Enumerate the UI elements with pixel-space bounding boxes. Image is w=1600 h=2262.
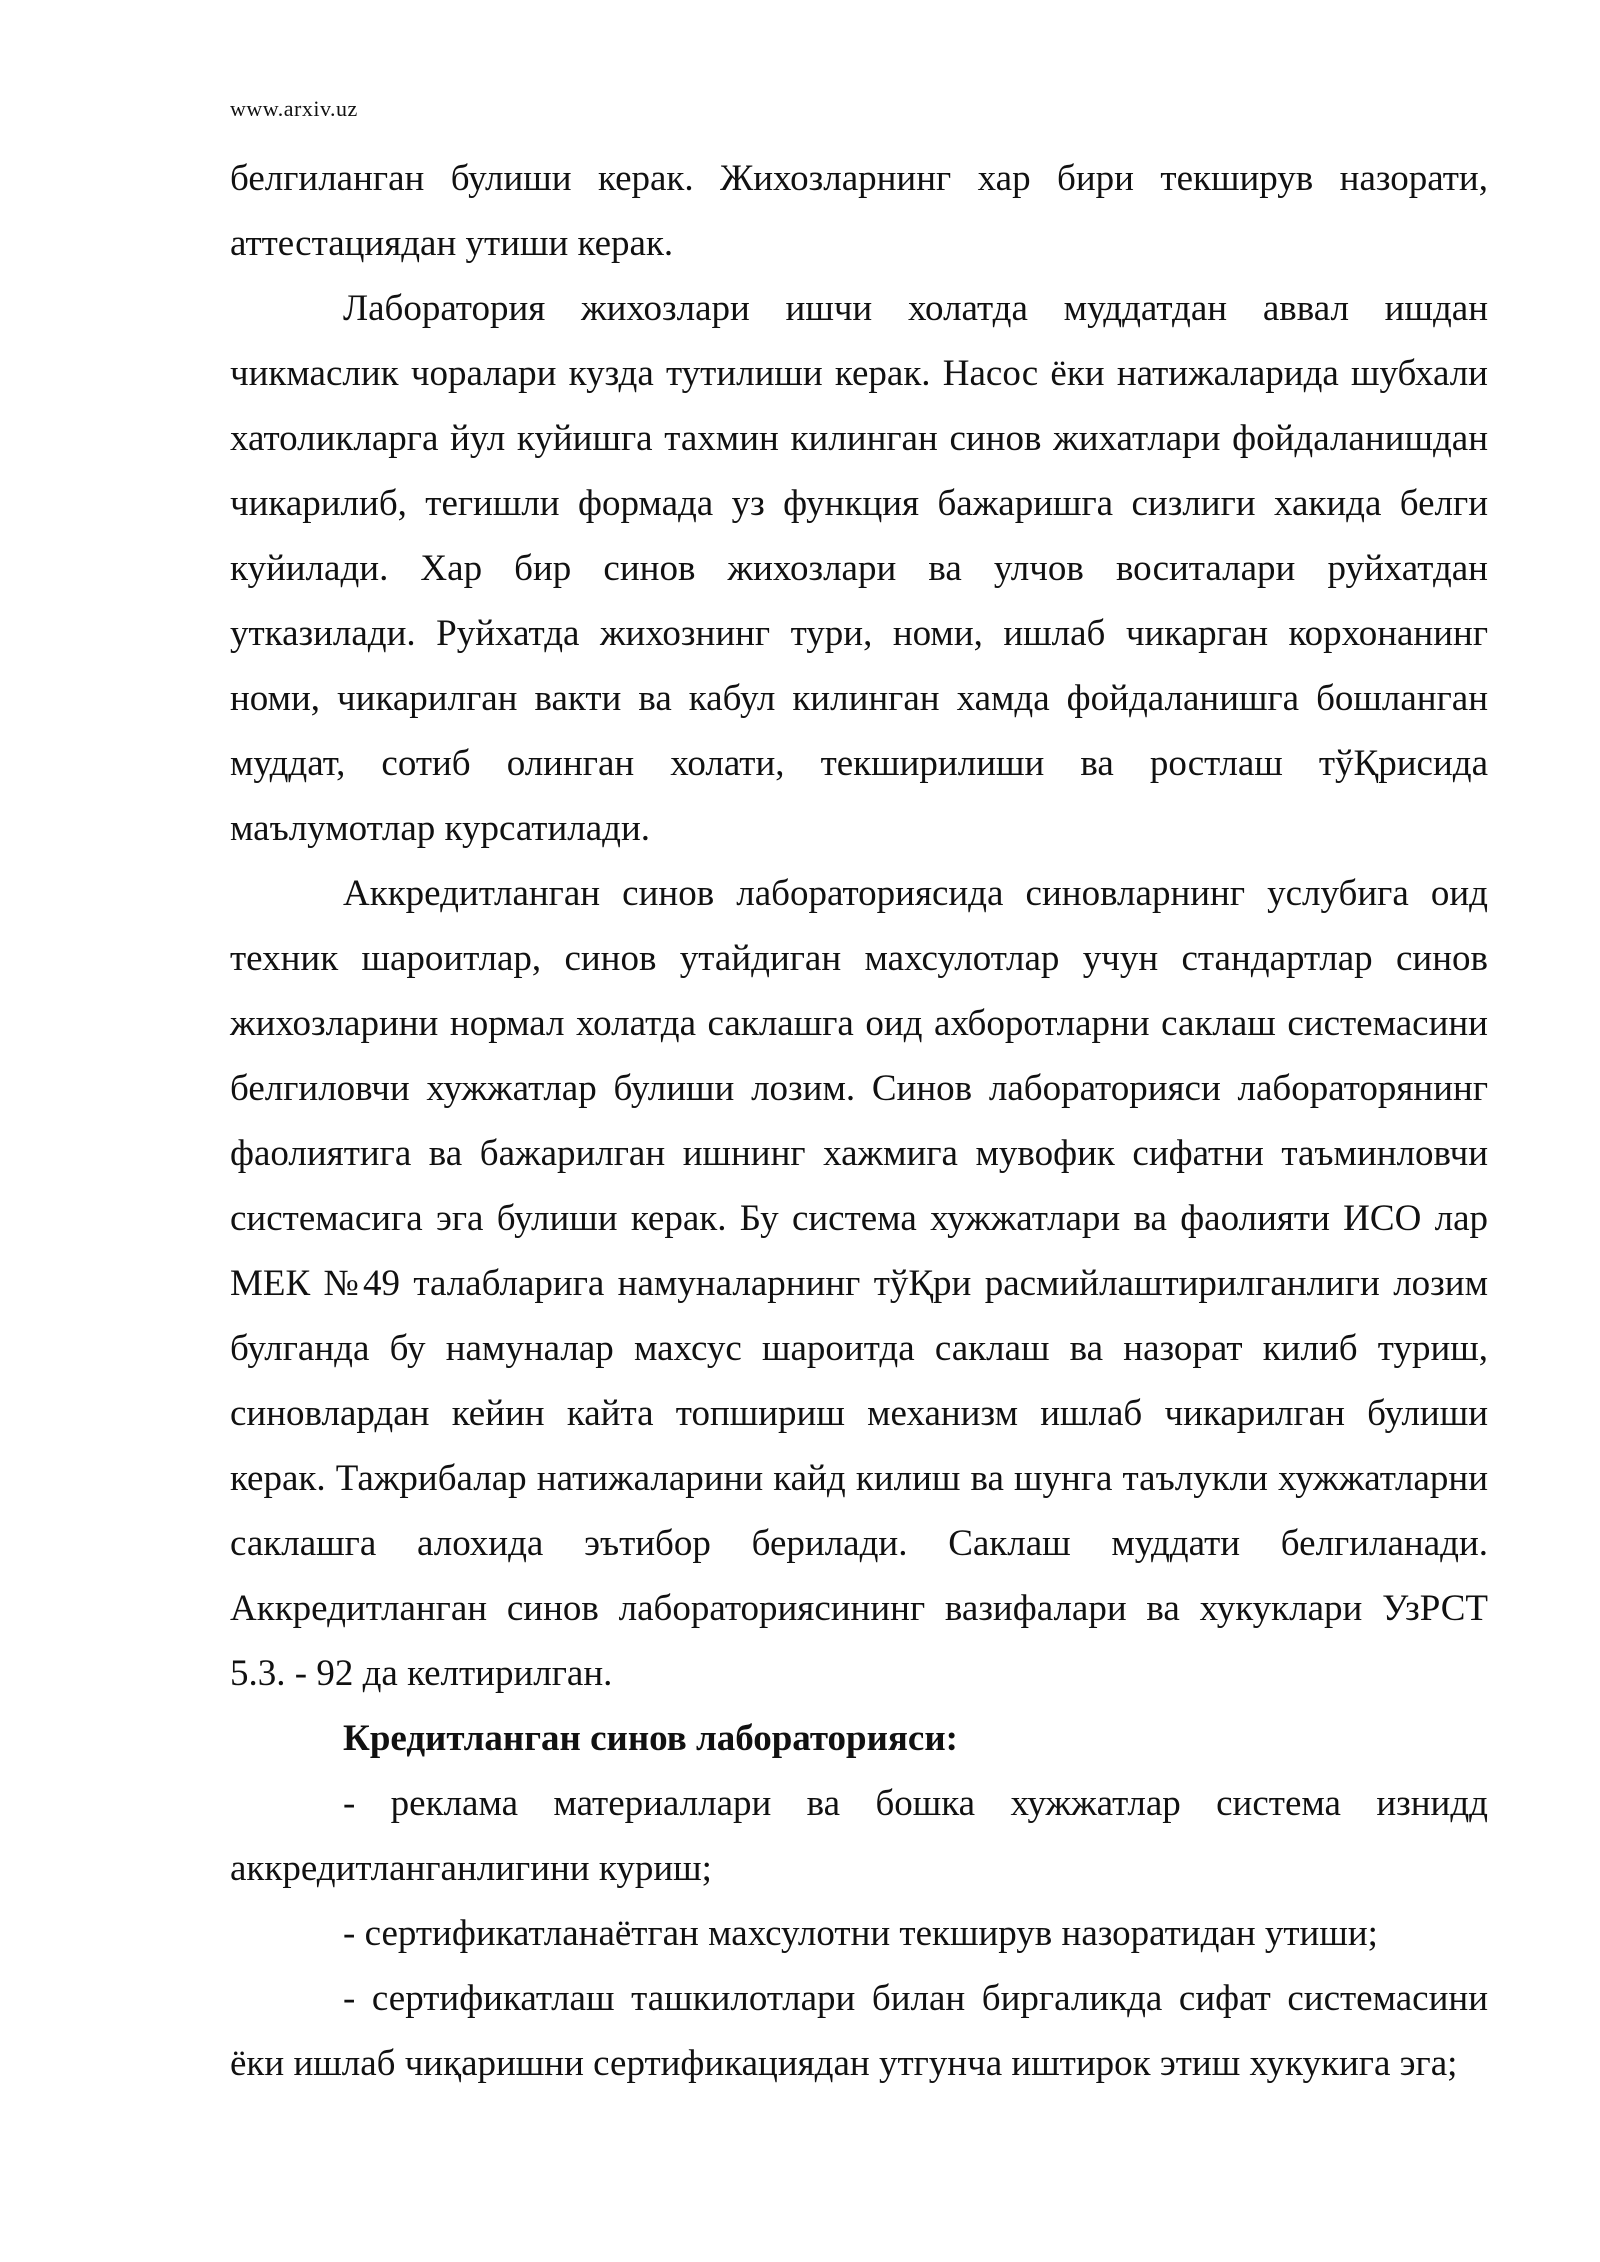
paragraph-continuation: белгиланган булиши керак. Жихозларнинг хар бири текширув назорати, аттестациядан утиши керак.: [230, 158, 1488, 264]
document-body: [230, 146, 1488, 2096]
list-item: - сертификатланаётган махсулотни текширув назоратидан утиши;: [343, 1913, 1378, 1954]
list-item: - сертификатлаш ташкилотлари билан биргаликда сифат системасини ёки ишлаб чиқаришни сертификациядан утгунча иштирок этиш хукукига эга;: [230, 1978, 1488, 2084]
paragraph-equipment-maintenance: Лаборатория жихозлари ишчи холатда муддатдан аввал ишдан чикмаслик чоралари кузда тутилиши керак. Насос ёки натижаларида шубхали хатоликларга йул куйишга тахмин килинган синов жихатлари фойдаланишдан чикарилиб, тегишли формада уз функция бажаришга сизлиги хакида белги куйилади. Хар бир синов жихозлари ва улчов воситалари руйхатдан утказилади. Руйхатда жихознинг тури, номи, ишлаб чикарган корхонанинг номи, чикарилган вакти ва кабул килинган хамда фойдаланишга бошланган муддат, сотиб олинган холати, текширилиши ва ростлаш тўҚрисида маълумотлар курсатилади.: [230, 288, 1488, 849]
header-url: www.arxiv.uz: [230, 96, 358, 121]
section-heading: Кредитланган синов лабораторияси:: [343, 1718, 958, 1759]
paragraph-accredited-lab-documents: Аккредитланган синов лабораториясида синовларнинг услубига оид техник шароитлар, синов утайдиган махсулотлар учун стандартлар синов жихозларини нормал холатда саклашга оид ахборотларни саклаш системасини белгиловчи хужжатлар булиши лозим. Синов лабораторияси лабораторянинг фаолиятига ва бажарилган ишнинг хажмига мувофик сифатни таъминловчи системасига эга булиши керак. Бу система хужжатлари ва фаолияти ИСО лар МЕК №49 талабларига намуналарнинг тўҚри расмийлаштирилганлиги лозим булганда бу намуналар махсус шароитда саклаш ва назорат килиб туриш, синовлардан кейин кайта топшириш механизм ишлаб чикарилган булиши керак. Тажрибалар натижаларини кайд килиш ва шунга таълукли хужжатларни саклашга алохида эътибор берилади. Саклаш муддати белгиланади. Аккредитланган синов лабораториясининг вазифалари ва хукуклари УзРСТ 5.3. - 92 да келтирилган.: [230, 873, 1488, 1694]
list-item: - реклама материаллари ва бошка хужжатлар система изнидд аккредитланганлигини куриш;: [230, 1783, 1488, 1889]
